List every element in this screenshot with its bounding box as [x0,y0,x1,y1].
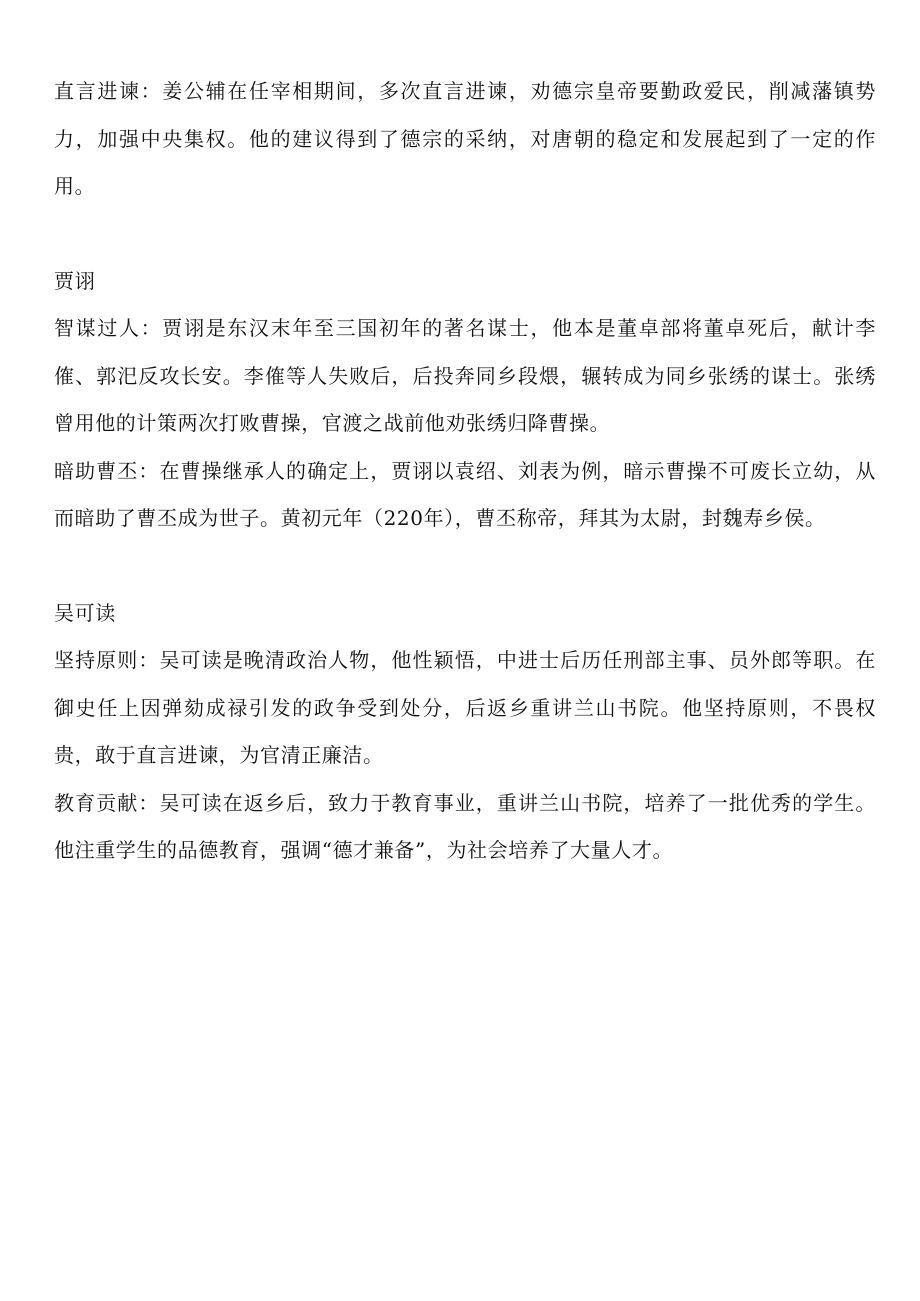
section-wu-kedu [54,590,876,875]
section-jiang-gongfu [54,68,876,211]
paragraph-principles: 坚持原则：吴可读是晚清政治人物，他性颖悟，中进士后历任刑部主事、员外郎等职。在御史任上因弹劾成禄引发的政争受到处分，后返乡重讲兰山书院。他坚持原则，不畏权贵，敢于直言进谏，为官清正廉洁。 [54,648,876,767]
paragraph-secret-help: 暗助曹丕：在曹操继承人的确定上，贾诩以袁绍、刘表为例，暗示曹操不可废长立幼，从而暗助了曹丕成为世子。黄初元年（220年），曹丕称帝，拜其为太尉，封魏寿乡侯。 [54,458,876,530]
paragraph-wisdom: 智谋过人：贾诩是东汉末年至三国初年的著名谋士，他本是董卓部将董卓死后，献计李傕、郭汜反攻长安。李傕等人失败后，后投奔同乡段煨，辗转成为同乡张绣的谋士。张绣曾用他的计策两次打败曹操，官渡之战前他劝张绣归降曹操。 [54,316,876,435]
section-spacer [54,211,876,258]
paragraph-direct-remonstrance: 直言进谏：姜公辅在任宰相期间，多次直言进谏，劝德宗皇帝要勤政爱民，削减藩镇势力，加强中央集权。他的建议得到了德宗的采纳，对唐朝的稳定和发展起到了一定的作用。 [54,79,876,198]
section-heading-wu-kedu: 吴可读 [54,600,116,625]
section-spacer [54,543,876,590]
paragraph-education: 教育贡献：吴可读在返乡后，致力于教育事业，重讲兰山书院，培养了一批优秀的学生。他注重学生的品德教育，强调“德才兼备”，为社会培养了大量人才。 [54,790,876,862]
section-heading-jia-xu: 贾诩 [54,268,96,293]
section-jia-xu [54,258,876,543]
document-body [54,68,876,875]
